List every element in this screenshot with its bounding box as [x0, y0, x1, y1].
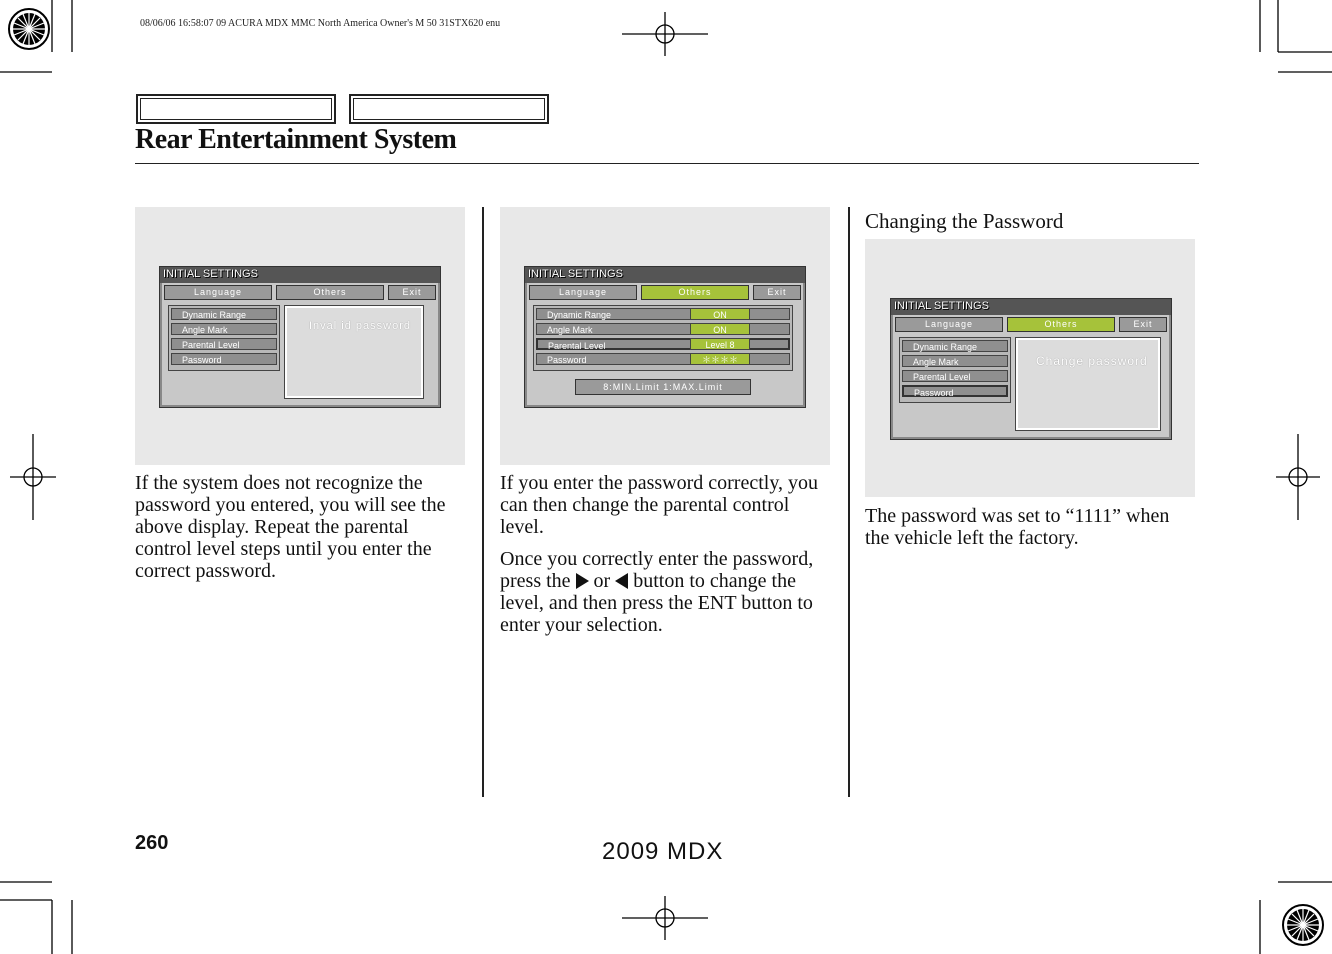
paragraph-part: button to change the level, and then press the ENT button to enter your selection.: [500, 570, 813, 636]
list-item: Parental Level: [902, 370, 1008, 382]
list-item: Password: [171, 353, 277, 365]
list-item: Password: [902, 385, 1008, 397]
paragraph: [500, 548, 836, 636]
page-number: 260: [135, 832, 169, 854]
list-item: Angle Mark: [902, 355, 1008, 367]
message-panel: [284, 305, 424, 399]
figure-panel: [500, 207, 830, 465]
page-title: Rear Entertainment System: [135, 124, 457, 155]
paragraph-part: Once you correctly enter the password, press the: [500, 548, 814, 592]
settings-screen: [890, 298, 1172, 440]
settings-list: [533, 305, 793, 371]
list-item: Angle Mark: [536, 323, 790, 335]
screen-title: INITIAL SETTINGS: [528, 268, 623, 280]
limit-bar: 8:MIN.Limit 1:MAX.Limit: [575, 379, 751, 395]
paragraph: If the system does not recognize the password you entered, you will see the above display. Repeat the parental control level steps until you enter the correct password.: [135, 472, 446, 582]
menu-others: Others: [276, 285, 384, 300]
paragraph: If you enter the password correctly, you can then change the parental control level.: [500, 472, 819, 538]
list-item: Angle Mark: [171, 323, 277, 335]
menu-others: Others: [641, 285, 749, 300]
paragraph: The password was set to “1111” when the vehicle left the factory.: [865, 505, 1170, 549]
list-item: Parental Level: [171, 338, 277, 350]
registration-starburst-icon: [1283, 905, 1323, 945]
settings-screen: [159, 266, 441, 408]
title-rule: [135, 163, 1199, 164]
registration-starburst-icon: [9, 9, 49, 49]
figure-panel: [135, 207, 465, 465]
menu-exit: Exit: [753, 285, 801, 300]
value-cell: ＊＊＊＊: [690, 353, 750, 365]
menu-exit: Exit: [1119, 317, 1167, 332]
message-text: Inval id password: [309, 320, 411, 332]
figure-panel: [865, 239, 1195, 497]
model-name: 2009 MDX: [602, 838, 724, 865]
left-arrow-icon: [615, 573, 628, 589]
section-heading: Changing the Password: [865, 209, 1064, 233]
list-item: Dynamic Range: [171, 308, 277, 320]
settings-screen: [524, 266, 806, 408]
list-item: Dynamic Range: [902, 340, 1008, 352]
column-divider: [848, 207, 850, 797]
message-panel: [1015, 337, 1161, 431]
col2-text: [500, 472, 836, 646]
column-divider: [482, 207, 484, 797]
col1-text: [135, 472, 465, 592]
screen-title: INITIAL SETTINGS: [894, 300, 989, 312]
value-cell: Level 8: [690, 338, 750, 350]
list-item: Password: [536, 353, 790, 365]
print-info: 08/06/06 16:58:07 09 ACURA MDX MMC North America Owner's M 50 31STX620 enu: [140, 18, 501, 29]
list-item: Dynamic Range: [536, 308, 790, 320]
settings-list: [168, 305, 280, 371]
header-tab-box-1: [136, 94, 336, 124]
value-cell: ON: [690, 308, 750, 320]
menu-exit: Exit: [388, 285, 436, 300]
menu-language: Language: [164, 285, 272, 300]
screen-title: INITIAL SETTINGS: [163, 268, 258, 280]
list-item: Parental Level: [536, 338, 790, 350]
value-cell: ON: [690, 323, 750, 335]
settings-list: [899, 337, 1011, 403]
menu-language: Language: [529, 285, 637, 300]
menu-others: Others: [1007, 317, 1115, 332]
paragraph-part: or: [593, 570, 611, 592]
header-tab-box-2: [349, 94, 549, 124]
col3-text: [865, 505, 1195, 559]
message-text: Change password: [1036, 354, 1148, 368]
right-arrow-icon: [576, 573, 589, 589]
menu-language: Language: [895, 317, 1003, 332]
